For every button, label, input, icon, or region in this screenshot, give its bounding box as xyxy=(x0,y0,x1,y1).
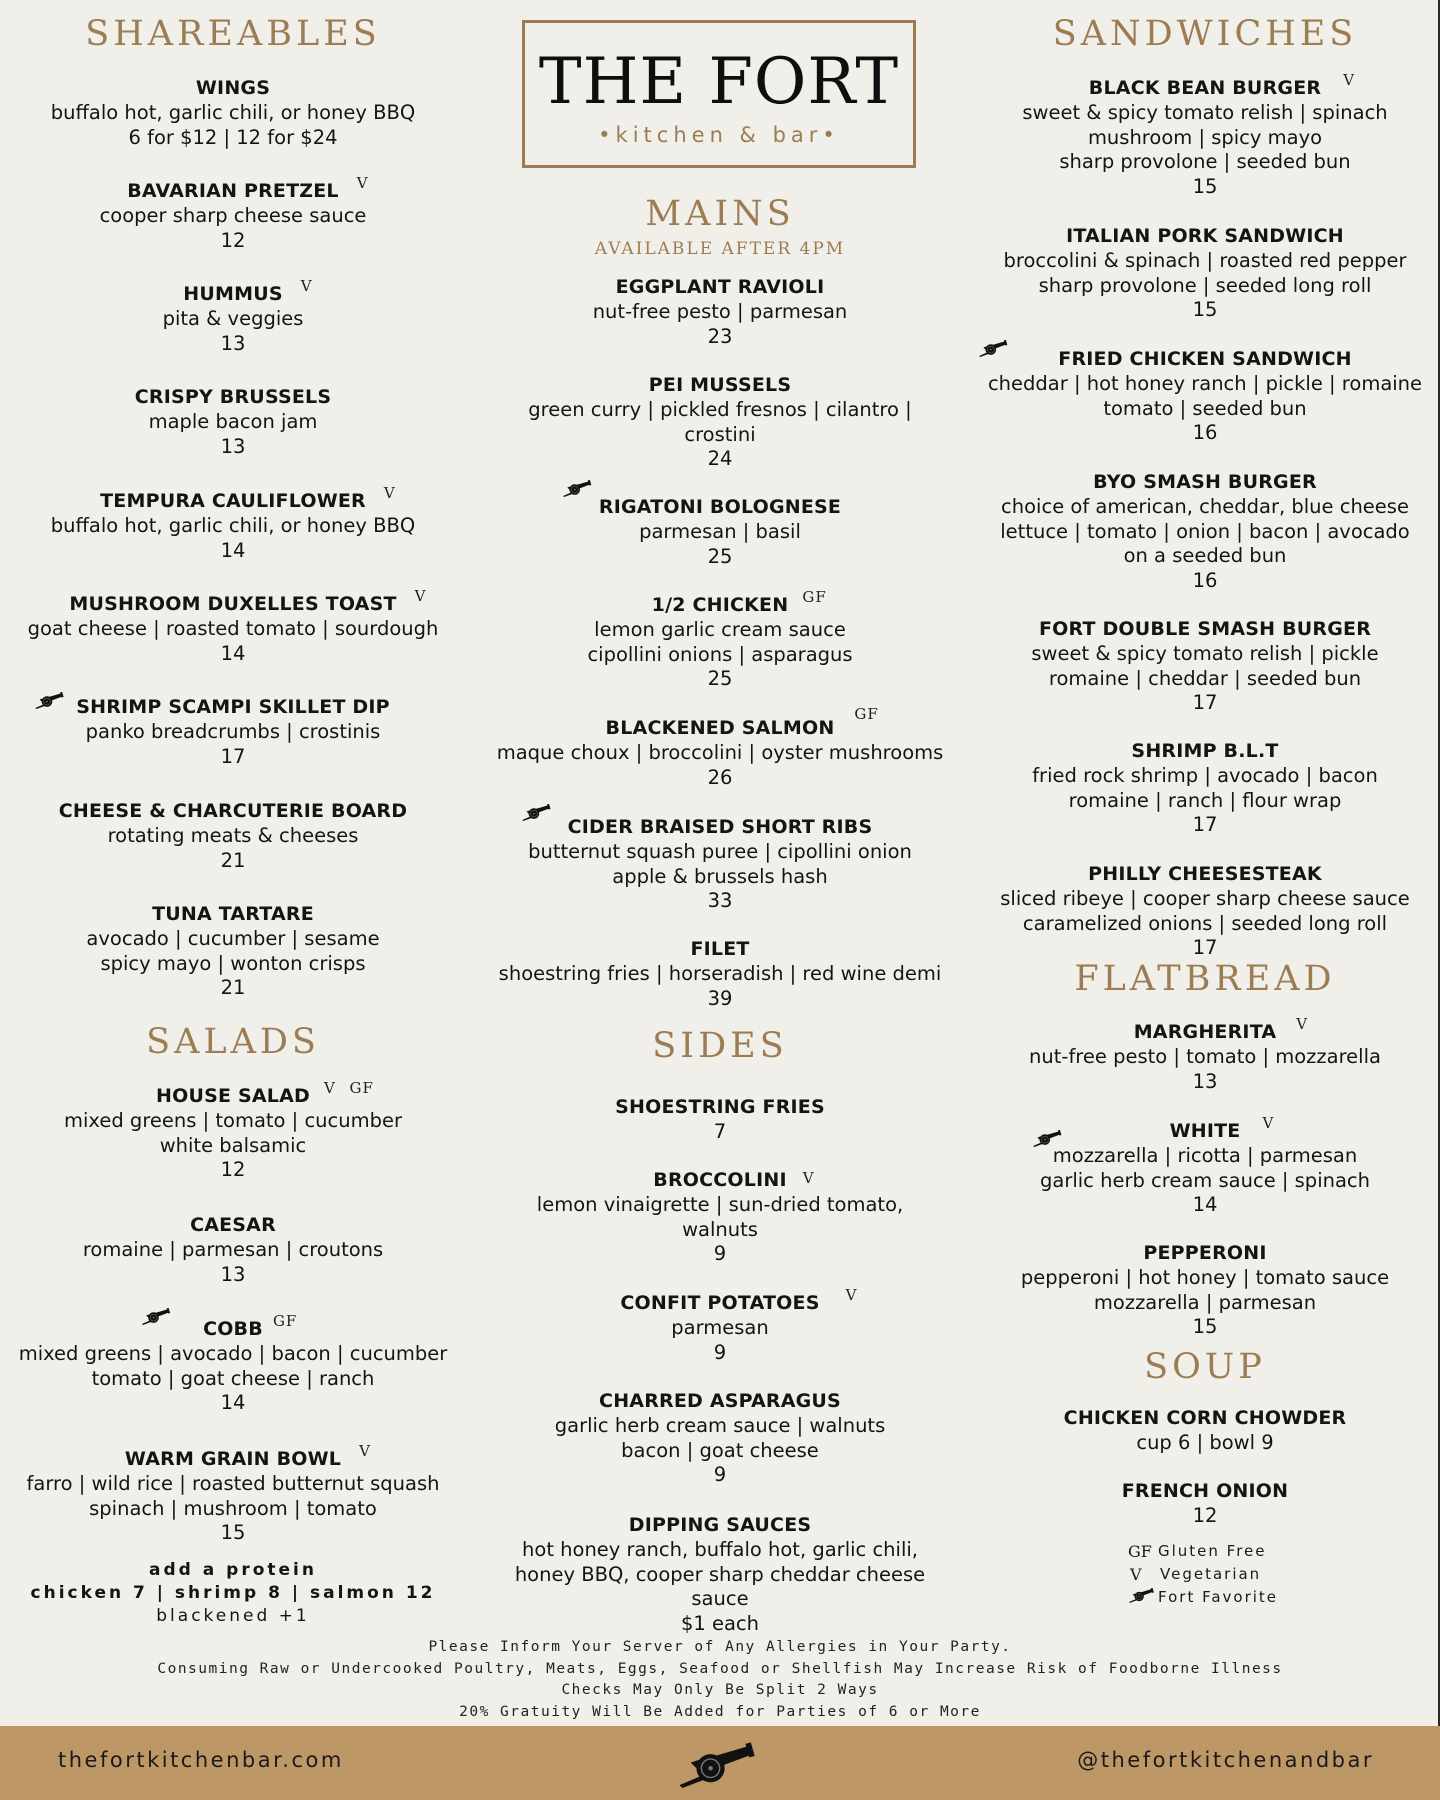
item-description: lettuce | tomato | onion | bacon | avocado xyxy=(1000,519,1410,543)
legend-gluten-free xyxy=(1128,1540,1278,1563)
item-price: 13 xyxy=(220,434,246,458)
item-name: COBB xyxy=(203,1318,263,1340)
menu-item-pei-mussels xyxy=(528,373,911,472)
menu-item-crispy-brussels xyxy=(135,385,331,459)
item-description: lemon vinaigrette | sun-dried tomato, xyxy=(536,1193,904,1216)
item-description: hot honey ranch, buffalo hot, garlic chili, xyxy=(522,1538,918,1561)
menu-item-tempura-cauliflower xyxy=(50,484,416,563)
item-description: cooper sharp cheese sauce xyxy=(99,204,367,227)
item-price: 17 xyxy=(1192,813,1218,836)
website-link[interactable]: thefortkitchenbar.com xyxy=(58,1748,344,1772)
vegetarian-icon: V xyxy=(414,587,427,605)
disclaimer-allergies: Please Inform Your Server of Any Allergies in Your Party. xyxy=(428,1639,1012,1655)
vegetarian-icon: V xyxy=(300,277,313,295)
item-description: sharp provolone | seeded bun xyxy=(1059,150,1351,173)
item-name: RIGATONI BOLOGNESE xyxy=(598,496,842,518)
item-description: parmesan | basil xyxy=(639,520,801,543)
add-protein-note: blackened +1 xyxy=(156,1606,310,1626)
item-price: 7 xyxy=(713,1120,727,1143)
item-description: nut-free pesto | tomato | mozzarella xyxy=(1029,1045,1381,1068)
menu-item-shrimp-scampi-skillet-dip xyxy=(76,695,390,769)
vegetarian-icon: V xyxy=(1130,1565,1142,1584)
brand-name: THE FORT xyxy=(538,45,900,119)
item-description: romaine | ranch | flour wrap xyxy=(1068,788,1342,812)
item-name: SHRIMP SCAMPI SKILLET DIP xyxy=(76,696,390,718)
item-description: broccolini & spinach | roasted red pepper xyxy=(1003,249,1407,272)
item-name: BROCCOLINI xyxy=(653,1169,787,1191)
footer xyxy=(0,1726,1440,1800)
item-price: 17 xyxy=(220,744,246,768)
item-description: maque choux | broccolini | oyster mushrooms xyxy=(496,741,944,764)
item-description: spinach | mushroom | tomato xyxy=(89,1496,377,1520)
item-price: cup 6 | bowl 9 xyxy=(1136,1431,1274,1454)
cannon-icon xyxy=(561,479,595,497)
cannon-icon xyxy=(676,1740,762,1788)
section-title-mains: MAINS xyxy=(645,194,795,234)
item-description: crostini xyxy=(684,422,756,446)
item-description: mozzarella | ricotta | parmesan xyxy=(1052,1144,1358,1167)
item-name: FORT DOUBLE SMASH BURGER xyxy=(1038,618,1372,640)
menu-item-hummus xyxy=(162,277,313,356)
item-name: PHILLY CHEESESTEAK xyxy=(1088,863,1322,885)
item-description: caramelized onions | seeded long roll xyxy=(1022,911,1388,935)
cannon-icon xyxy=(1030,1129,1066,1147)
menu-item-black-bean-burger xyxy=(1022,71,1388,199)
item-price: 13 xyxy=(1192,1069,1218,1093)
mains-availability: AVAILABLE AFTER 4PM xyxy=(594,239,846,259)
item-price: 15 xyxy=(1192,174,1218,198)
item-name: FRENCH ONION xyxy=(1121,1480,1289,1502)
cannon-icon xyxy=(141,1307,173,1325)
item-price: 6 for $12 | 12 for $24 xyxy=(128,125,338,149)
menu-item-fried-chicken-sandwich xyxy=(988,347,1422,446)
menu-item-philly-cheesesteak xyxy=(1000,862,1409,961)
item-name: WARM GRAIN BOWL xyxy=(124,1448,342,1470)
legend-label: Fort Favorite xyxy=(1158,1588,1279,1606)
item-name: DIPPING SAUCES xyxy=(628,1514,812,1536)
disclaimer-split-checks: Checks May Only Be Split 2 Ways xyxy=(561,1682,879,1698)
item-price: 9 xyxy=(713,1463,727,1486)
menu-item-dipping-sauces xyxy=(515,1513,925,1636)
item-name: SHRIMP B.L.T xyxy=(1131,740,1279,762)
item-name: TEMPURA CAULIFLOWER xyxy=(100,490,366,512)
item-name: CONFIT POTATOES xyxy=(620,1292,820,1314)
legend-vegetarian xyxy=(1128,1563,1278,1586)
menu-item-charred-asparagus xyxy=(555,1389,886,1488)
dietary-legend xyxy=(1128,1540,1278,1609)
vegetarian-icon: V xyxy=(383,484,396,502)
item-description: lemon garlic cream sauce xyxy=(594,618,846,641)
item-description: pita & veggies xyxy=(162,307,304,330)
vegetarian-icon: V xyxy=(359,1442,371,1460)
item-name: BLACKENED SALMON xyxy=(605,717,835,739)
item-price: 39 xyxy=(707,986,733,1010)
item-description: mixed greens | tomato | cucumber xyxy=(64,1109,402,1132)
item-price: $1 each xyxy=(680,1611,760,1635)
menu-item-house-salad xyxy=(64,1079,402,1183)
menu-item-confit-potatoes xyxy=(620,1286,858,1365)
item-price: 12 xyxy=(220,1158,246,1181)
item-price: 12 xyxy=(220,228,246,252)
item-description: garlic herb cream sauce | spinach xyxy=(1040,1168,1370,1192)
section-title-soup: SOUP xyxy=(1144,1347,1266,1387)
item-name: CIDER BRAISED SHORT RIBS xyxy=(567,816,873,838)
section-title-sandwiches: SANDWICHES xyxy=(1052,14,1358,54)
item-name: ITALIAN PORK SANDWICH xyxy=(1066,225,1344,247)
vegetarian-icon: V xyxy=(1343,71,1356,89)
item-description: mozzarella | parmesan xyxy=(1093,1290,1317,1314)
cannon-icon xyxy=(520,803,554,821)
add-protein-options: chicken 7 | shrimp 8 | salmon 12 xyxy=(30,1583,436,1603)
item-price: 9 xyxy=(713,1340,727,1364)
item-name: CHICKEN CORN CHOWDER xyxy=(1063,1407,1347,1429)
menu-item-tuna-tartare xyxy=(86,902,379,1001)
legend-fort-favorite xyxy=(1128,1586,1278,1609)
menu-item-wings xyxy=(51,76,415,150)
item-description: choice of american, cheddar, blue cheese xyxy=(1001,495,1409,518)
menu-item-broccolini xyxy=(537,1168,903,1267)
item-description: tomato | goat cheese | ranch xyxy=(91,1366,375,1390)
item-price: 14 xyxy=(220,538,246,562)
item-name: HUMMUS xyxy=(183,283,283,305)
item-price: 14 xyxy=(220,641,246,665)
item-description: tomato | seeded bun xyxy=(1103,396,1307,420)
item-description: honey BBQ, cooper sharp cheddar cheese xyxy=(514,1562,926,1586)
menu-item-caesar xyxy=(83,1213,383,1287)
item-price: 13 xyxy=(220,1262,246,1286)
vegetarian-icon: V xyxy=(802,1169,815,1187)
menu-item-warm-grain-bowl xyxy=(26,1442,440,1546)
item-description: walnuts xyxy=(682,1217,758,1241)
vegetarian-icon: V xyxy=(1262,1114,1275,1132)
menu-item-cider-braised-short-ribs xyxy=(528,815,912,914)
item-name: PEI MUSSELS xyxy=(648,374,792,396)
item-name: CRISPY BRUSSELS xyxy=(134,386,332,408)
item-description: sliced ribeye | cooper sharp cheese sauce xyxy=(1000,887,1410,910)
gluten-free-icon: GF xyxy=(272,1312,298,1330)
gluten-free-icon: GF xyxy=(1128,1542,1152,1561)
item-price: 15 xyxy=(1192,1315,1218,1338)
item-description: romaine | cheddar | seeded bun xyxy=(1048,666,1362,690)
item-price: 25 xyxy=(707,544,733,568)
item-description: sharp provolone | seeded long roll xyxy=(1038,273,1372,297)
menu-item-cheese-charcuterie-board xyxy=(59,799,407,873)
dietary-tags: V GF xyxy=(323,1079,374,1097)
disclaimer-raw-food: Consuming Raw or Undercooked Poultry, Meats, Eggs, Seafood or Shellfish May Increase Risk of Foodborne Illness xyxy=(157,1660,1283,1677)
item-name: CHEESE & CHARCUTERIE BOARD xyxy=(58,800,408,822)
menu-item-cobb xyxy=(18,1312,448,1416)
cannon-icon xyxy=(976,339,1012,357)
item-price: 16 xyxy=(1192,421,1218,444)
item-description: shoestring fries | horseradish | red wine demi xyxy=(498,962,942,985)
item-name: PEPPERONI xyxy=(1143,1242,1267,1264)
item-price: 16 xyxy=(1192,568,1218,592)
menu-item-byo-smash-burger xyxy=(1000,470,1409,593)
disclaimer-gratuity: 20% Gratuity Will Be Added for Parties of 6 or More xyxy=(459,1703,981,1720)
vegetarian-icon: V xyxy=(845,1286,858,1304)
item-description: fried rock shrimp | avocado | bacon xyxy=(1032,764,1378,787)
item-description: pepperoni | hot honey | tomato sauce xyxy=(1020,1266,1390,1289)
menu-item-shrimp-blt xyxy=(1032,739,1378,838)
vegetarian-icon: V xyxy=(1296,1015,1309,1033)
add-protein-block xyxy=(31,1559,436,1628)
item-name: BYO SMASH BURGER xyxy=(1093,471,1317,493)
item-description: bacon | goat cheese xyxy=(621,1438,819,1462)
item-name: BAVARIAN PRETZEL xyxy=(127,180,339,202)
item-price: 9 xyxy=(713,1242,727,1265)
menu-item-rigatoni-bolognese xyxy=(599,495,841,569)
menu-item-eggplant-ravioli xyxy=(593,275,848,349)
item-price: 21 xyxy=(220,848,246,872)
item-description: goat cheese | roasted tomato | sourdough xyxy=(27,617,439,640)
gluten-free-icon: GF xyxy=(854,705,879,723)
item-price: 14 xyxy=(1192,1193,1218,1216)
item-description: on a seeded bun xyxy=(1123,544,1287,567)
item-description: romaine | parmesan | croutons xyxy=(82,1238,384,1261)
menu-item-half-chicken xyxy=(587,588,853,692)
item-name: EGGPLANT RAVIOLI xyxy=(615,276,825,298)
item-name: SHOESTRING FRIES xyxy=(615,1096,825,1118)
menu-item-white xyxy=(1040,1114,1370,1218)
item-description: rotating meats & cheeses xyxy=(107,824,359,847)
item-description: cipollini onions | asparagus xyxy=(587,642,853,666)
item-description: spicy mayo | wonton crisps xyxy=(100,951,366,975)
item-description: sauce xyxy=(691,1587,749,1610)
item-description: sweet & spicy tomato relish | pickle xyxy=(1031,642,1379,665)
item-price: 26 xyxy=(707,765,733,789)
item-description: green curry | pickled fresnos | cilantro | xyxy=(528,398,912,421)
item-name: HOUSE SALAD xyxy=(156,1085,310,1107)
social-handle-link[interactable]: @thefortkitchenandbar xyxy=(1077,1748,1374,1772)
item-name: WINGS xyxy=(195,77,271,99)
item-price: 13 xyxy=(220,331,246,355)
item-description: garlic herb cream sauce | walnuts xyxy=(554,1414,886,1437)
brand-tagline: •kitchen & bar• xyxy=(598,123,840,147)
menu-item-margherita xyxy=(1029,1015,1381,1094)
item-description: avocado | cucumber | sesame xyxy=(86,927,380,950)
item-name: CHARRED ASPARAGUS xyxy=(599,1390,841,1412)
item-name: 1/2 CHICKEN xyxy=(651,594,789,616)
item-price: 14 xyxy=(220,1391,246,1414)
item-description: butternut squash puree | cipollini onion xyxy=(528,840,912,863)
item-description: white balsamic xyxy=(159,1133,307,1157)
item-description: mixed greens | avocado | bacon | cucumber xyxy=(18,1342,448,1365)
item-price: 24 xyxy=(707,447,733,470)
item-description: farro | wild rice | roasted butternut squash xyxy=(26,1472,440,1495)
menu-item-italian-pork-sandwich xyxy=(1004,224,1407,323)
item-description: buffalo hot, garlic chili, or honey BBQ xyxy=(50,101,416,124)
menu-item-fort-double-smash-burger xyxy=(1031,617,1378,716)
item-description: maple bacon jam xyxy=(148,410,318,433)
item-name: MARGHERITA xyxy=(1133,1021,1277,1043)
cannon-icon xyxy=(34,691,66,709)
item-description: nut-free pesto | parmesan xyxy=(592,300,848,323)
disclaimers xyxy=(0,1637,1440,1723)
item-price: 25 xyxy=(707,667,733,690)
add-protein-title: add a protein xyxy=(149,1560,317,1580)
item-description: cheddar | hot honey ranch | pickle | romaine xyxy=(987,372,1423,395)
item-name: FRIED CHICKEN SANDWICH xyxy=(1058,348,1352,370)
section-title-flatbread: FLATBREAD xyxy=(1074,959,1336,999)
item-name: WHITE xyxy=(1169,1120,1241,1142)
cannon-icon xyxy=(1128,1587,1156,1603)
item-name: BLACK BEAN BURGER xyxy=(1088,77,1322,99)
menu-item-mushroom-duxelles-toast xyxy=(27,587,439,666)
item-name: MUSHROOM DUXELLES TOAST xyxy=(69,593,397,615)
menu-item-french-onion xyxy=(1122,1479,1289,1529)
logo xyxy=(522,20,916,168)
section-title-shareables: SHAREABLES xyxy=(85,14,381,54)
item-name: CAESAR xyxy=(190,1214,276,1236)
item-price: 15 xyxy=(220,1521,246,1544)
item-name: TUNA TARTARE xyxy=(152,903,314,925)
item-price: 15 xyxy=(1192,298,1218,321)
gluten-free-icon: GF xyxy=(802,588,827,606)
menu-item-pepperoni xyxy=(1021,1241,1389,1340)
menu-item-shoestring-fries xyxy=(615,1095,825,1145)
item-price: 33 xyxy=(707,889,733,912)
item-description: parmesan xyxy=(671,1316,769,1339)
item-description: buffalo hot, garlic chili, or honey BBQ xyxy=(50,514,416,537)
legend-label: Gluten Free xyxy=(1158,1542,1267,1560)
menu-item-filet xyxy=(499,937,942,1011)
item-description: mushroom | spicy mayo xyxy=(1087,125,1323,149)
legend-label: Vegetarian xyxy=(1160,1565,1262,1583)
item-price: 17 xyxy=(1192,936,1218,959)
item-price: 21 xyxy=(220,976,246,999)
item-name: FILET xyxy=(690,938,750,960)
menu-item-chicken-corn-chowder xyxy=(1064,1406,1347,1456)
item-price: 12 xyxy=(1192,1504,1218,1527)
item-description: sweet & spicy tomato relish | spinach xyxy=(1022,101,1388,124)
item-price: 23 xyxy=(707,324,733,348)
item-description: panko breadcrumbs | crostinis xyxy=(85,720,381,743)
item-price: 17 xyxy=(1192,691,1218,714)
menu-item-blackened-salmon xyxy=(496,705,944,790)
item-description: apple & brussels hash xyxy=(612,864,828,888)
section-title-sides: SIDES xyxy=(652,1026,788,1066)
vegetarian-icon: V xyxy=(356,174,369,192)
menu-item-bavarian-pretzel xyxy=(99,174,369,253)
section-title-salads: SALADS xyxy=(146,1022,320,1062)
